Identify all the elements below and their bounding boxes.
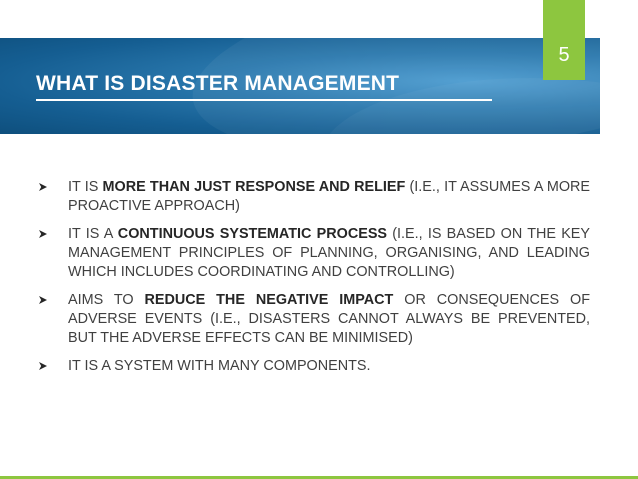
page-number-tab — [543, 0, 585, 80]
slide-title: WHAT IS DISASTER MANAGEMENT — [36, 72, 400, 95]
bullet-text-bold: REDUCE THE NEGATIVE IMPACT — [144, 292, 394, 308]
arrow-bullet-icon — [38, 229, 48, 239]
bullet-text-pre: IT IS — [68, 179, 103, 195]
bullet-item — [36, 291, 590, 348]
bullet-item — [36, 225, 590, 282]
arrow-bullet-icon — [38, 182, 48, 192]
bullet-text-post: (I.E., IT ASSUMES A MORE PROACTIVE APPROACH) — [68, 179, 591, 214]
page-number: 5 — [558, 44, 570, 66]
bullet-item — [36, 357, 590, 376]
bullet-text-bold: CONTINUOUS SYSTEMATIC PROCESS — [117, 226, 388, 242]
bullet-text-pre: IT IS A SYSTEM WITH MANY COMPONENTS. — [68, 358, 371, 374]
bullet-text-pre: IT IS A — [68, 226, 118, 242]
bullet-text-bold: MORE THAN JUST RESPONSE AND RELIEF — [102, 179, 406, 195]
title-underline — [36, 99, 492, 101]
bullet-text-post: (I.E., IS BASED ON THE KEY MANAGEMENT PRINCIPLES OF PLANNING, ORGANISING, AND LEADING WHICH INCLUDES COORDINATING AND CONTROLLING) — [68, 226, 590, 280]
arrow-bullet-icon — [38, 361, 48, 371]
bullet-text-pre: AIMS TO — [68, 292, 145, 308]
bullet-list — [36, 178, 590, 385]
bullet-text-post: OR CONSEQUENCES OF ADVERSE EVENTS (I.E., DISASTERS CANNOT ALWAYS BE PREVENTED, BUT THE ADVERSE EFFECTS CAN BE MINIMISED) — [68, 292, 590, 346]
arrow-bullet-icon — [38, 295, 48, 305]
bullet-item — [36, 178, 590, 216]
